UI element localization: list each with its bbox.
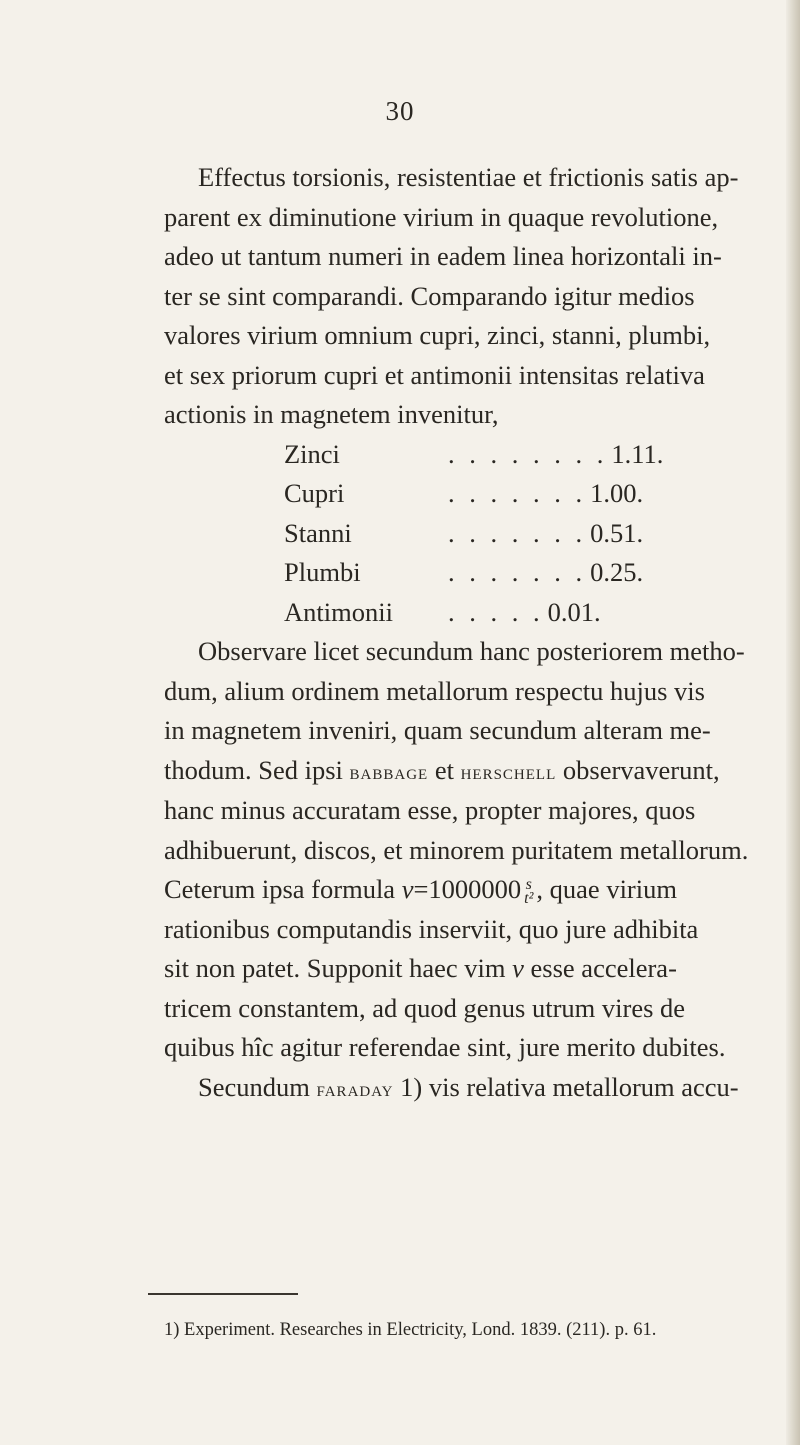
metal-value: 0.25. [590,557,644,587]
formula-denominator: t² [524,889,534,907]
formula-numerator: s [525,875,532,893]
table-row [284,474,724,514]
metal-name: Antimonii [284,596,393,627]
formula-variable: v [512,953,524,983]
author-name-herschell: herschell [460,758,557,784]
main-text [164,158,749,1108]
text-line: parent ex diminutione virium in quaque revolutione, [164,201,719,232]
text-line: in magnetem inveniri, quam secundum alteram me- [164,715,711,745]
metal-name: Plumbi [284,557,361,587]
metal-intensity-table [164,435,724,633]
text-line: Observare licet secundum hanc posteriorem metho- [198,636,745,666]
table-row [284,514,724,554]
text-fragment: sit non patet. Supponit haec vim [164,953,506,983]
formula-variable: v [401,874,414,904]
footnote-divider [148,1293,298,1295]
metal-value: 0.01. [547,596,601,627]
text-line: hanc minus accuratam esse, propter majores, quos [164,795,696,825]
text-line: actionis in magnetem invenitur, [164,399,499,429]
formula-fraction [524,875,534,907]
text-line: adhibuerunt, discos, et minorem puritatem metallorum. [164,834,749,865]
text-line [164,1068,739,1109]
leader-dots: . . . . . . . . [448,438,608,469]
text-line: dum, alium ordinem metallorum respectu hujus vis [164,675,705,706]
text-fragment: Ceterum ipsa formula [164,874,396,904]
author-name-faraday: faraday [316,1075,394,1101]
text-fragment: thodum. Sed ipsi [164,754,343,785]
text-line: quibus hîc agitur referendae sint, jure merito dubites. [164,1032,726,1062]
text-fragment: , quae virium [536,874,677,904]
metal-value: 1.11. [611,438,664,469]
author-name-babbage: babbage [349,758,429,784]
metal-name: Zinci [284,438,340,469]
table-row [284,435,724,475]
table-row [284,593,724,633]
text-line [164,870,724,910]
text-line [164,949,724,989]
leader-dots: . . . . . . . [448,517,587,548]
metal-name: Stanni [284,517,352,548]
text-fragment: et [434,754,454,785]
table-row [284,553,724,593]
page-edge-shadow [786,0,800,1445]
text-fragment: observaverunt, [562,754,720,785]
formula [401,874,537,907]
leader-dots: . . . . . . . [448,478,587,508]
metal-name: Cupri [284,478,345,508]
text-line: valores virium omnium cupri, zinci, stanni, plumbi, [164,320,711,350]
leader-dots: . . . . . [448,596,544,627]
text-line: ter se sint comparandi. Comparando igitur medios [164,280,695,311]
text-fragment: esse accelera- [530,953,677,983]
formula-constant: =1000000 [413,874,522,904]
text-fragment: Secundum [198,1071,310,1102]
text-line [164,751,724,792]
page-number: 30 [385,96,415,126]
text-line: rationibus computandis inserviit, quo jure adhibita [164,913,699,944]
text-line: tricem constantem, ad quod genus utrum vires de [164,992,686,1023]
text-line: et sex priorum cupri et antimonii intensitas relativa [164,359,705,390]
text-line: adeo ut tantum numeri in eadem linea horizontali in- [164,241,722,271]
footnote: 1) Experiment. Researches in Electricity, Lond. 1839. (211). p. 61. [164,1320,657,1340]
text-line: Effectus torsionis, resistentiae et frictionis satis ap- [198,162,739,192]
metal-value: 1.00. [590,478,644,508]
metal-value: 0.51. [590,517,644,548]
text-fragment: 1) vis relativa metallorum accu- [400,1071,739,1102]
leader-dots: . . . . . . . [448,557,587,587]
